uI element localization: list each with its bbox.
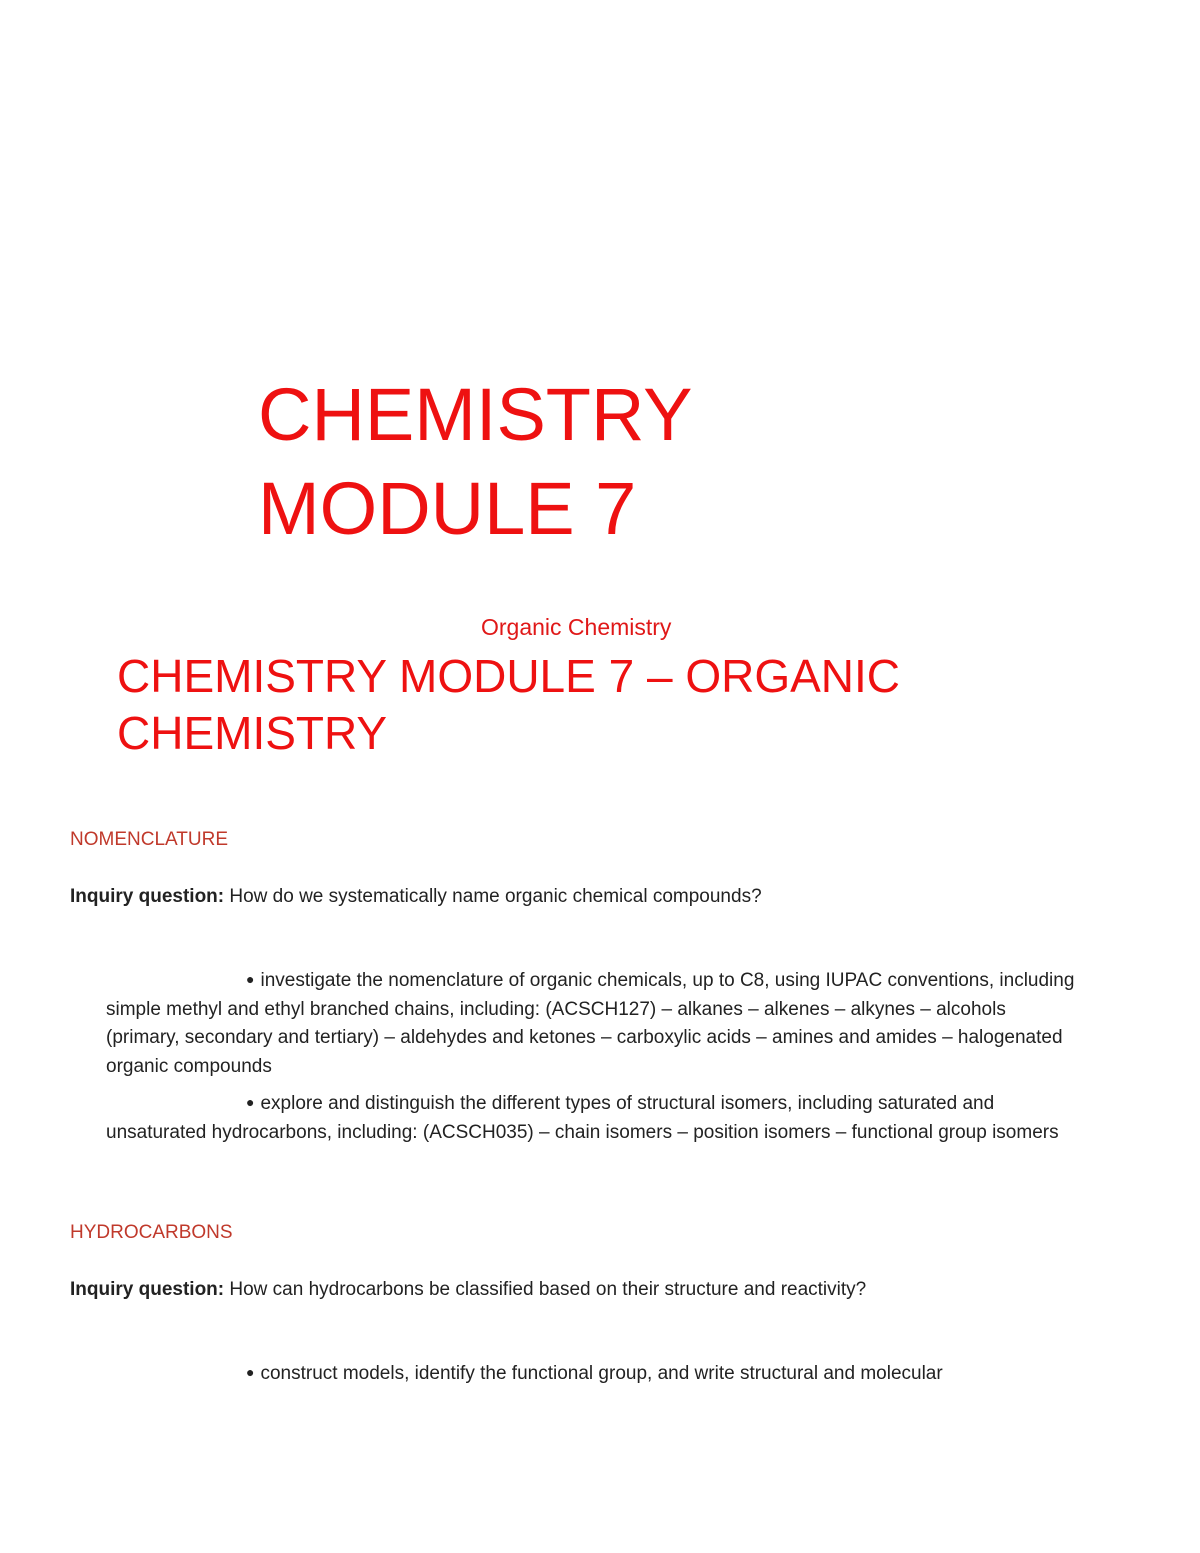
cover-title-line-2: MODULE 7 [258,467,637,550]
page-title: CHEMISTRY MODULE 7 – ORGANIC CHEMISTRY [117,650,901,759]
inquiry-label: Inquiry question: [70,886,225,907]
section-heading-nomenclature: NOMENCLATURE [70,829,228,850]
cover-title-line-1: CHEMISTRY [258,373,693,456]
list-item-text: construct models, identify the functional group, and write structural and molecular [260,1363,943,1384]
inquiry-label: Inquiry question: [70,1279,225,1300]
bullet-icon: ● [246,1094,255,1110]
section-heading-hydrocarbons: HYDROCARBONS [70,1222,233,1243]
bullet-icon: ● [246,1364,255,1380]
list-item-text: explore and distinguish the different types of structural isomers, including saturated and unsaturated hydrocarbons, including: (ACSCH035) – chain isomers – position isomers – functional group isomers [106,1093,1059,1143]
inquiry-text: How do we systematically name organic chemical compounds? [224,886,762,907]
bullet-icon: ● [246,971,255,987]
list-item [106,967,1081,1081]
inquiry-text: How can hydrocarbons be classified based on their structure and reactivity? [224,1279,867,1300]
list-item [106,1360,1081,1389]
inquiry-question-hydrocarbons [70,1276,890,1305]
inquiry-question-nomenclature [70,883,770,912]
list-item [106,1090,1081,1147]
document-subtitle: Organic Chemistry [481,614,672,640]
list-item-text: investigate the nomenclature of organic chemicals, up to C8, using IUPAC conventions, including simple methyl and ethyl branched chains, including: (ACSCH127) – alkanes – alkenes – alkynes – alcohols (primary, secondary and tertiary) – aldehydes and ketones – carboxylic acids – amines and amides – halogenated organic compounds [106,970,1075,1077]
